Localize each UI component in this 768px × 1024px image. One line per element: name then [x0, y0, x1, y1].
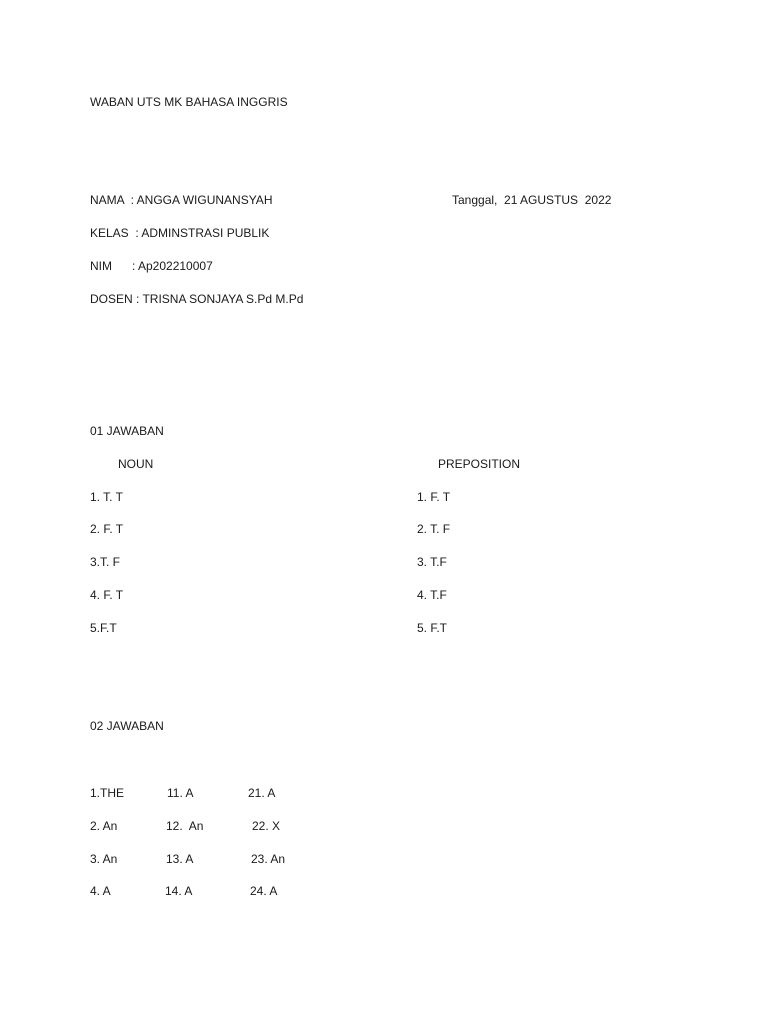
article-answer: 13. A [166, 852, 194, 866]
noun-answer: 2. F. T [90, 522, 124, 536]
section-1-heading: 01 JAWABAN [90, 424, 164, 438]
student-name: NAMA : ANGGA WIGUNANSYAH [90, 193, 273, 207]
article-answer: 2. An [90, 819, 118, 833]
preposition-answer: 1. F. T [417, 490, 451, 504]
student-class: KELAS : ADMINSTRASI PUBLIK [90, 226, 270, 240]
preposition-answer: 3. T.F [417, 555, 447, 569]
student-nim: NIM : Ap202210007 [90, 259, 213, 273]
article-answer: 12. An [166, 819, 204, 833]
noun-answer: 1. T. T [90, 490, 123, 504]
preposition-answer: 4. T.F [417, 588, 447, 602]
article-answer: 4. A [90, 884, 111, 898]
section-2-heading: 02 JAWABAN [90, 719, 164, 733]
article-answer: 24. A [250, 884, 278, 898]
preposition-answer: 5. F.T [417, 621, 448, 635]
noun-answer: 5.F.T [90, 621, 117, 635]
article-answer: 3. An [90, 852, 118, 866]
article-answer: 23. An [251, 852, 286, 866]
article-answer: 14. A [165, 884, 193, 898]
preposition-header: PREPOSITION [438, 457, 521, 471]
exam-date: Tanggal, 21 AGUSTUS 2022 [452, 193, 612, 207]
noun-answer: 3.T. F [90, 555, 121, 569]
noun-header: NOUN [118, 457, 154, 471]
document-title: WABAN UTS MK BAHASA INGGRIS [90, 95, 288, 109]
article-answer: 11. A [167, 786, 194, 800]
article-answer: 22. X [252, 819, 281, 833]
article-answer: 21. A [248, 786, 276, 800]
noun-answer: 4. F. T [90, 588, 124, 602]
preposition-answer: 2. T. F [417, 522, 451, 536]
article-answer: 1.THE [90, 786, 125, 800]
lecturer-name: DOSEN : TRISNA SONJAYA S.Pd M.Pd [90, 292, 304, 306]
